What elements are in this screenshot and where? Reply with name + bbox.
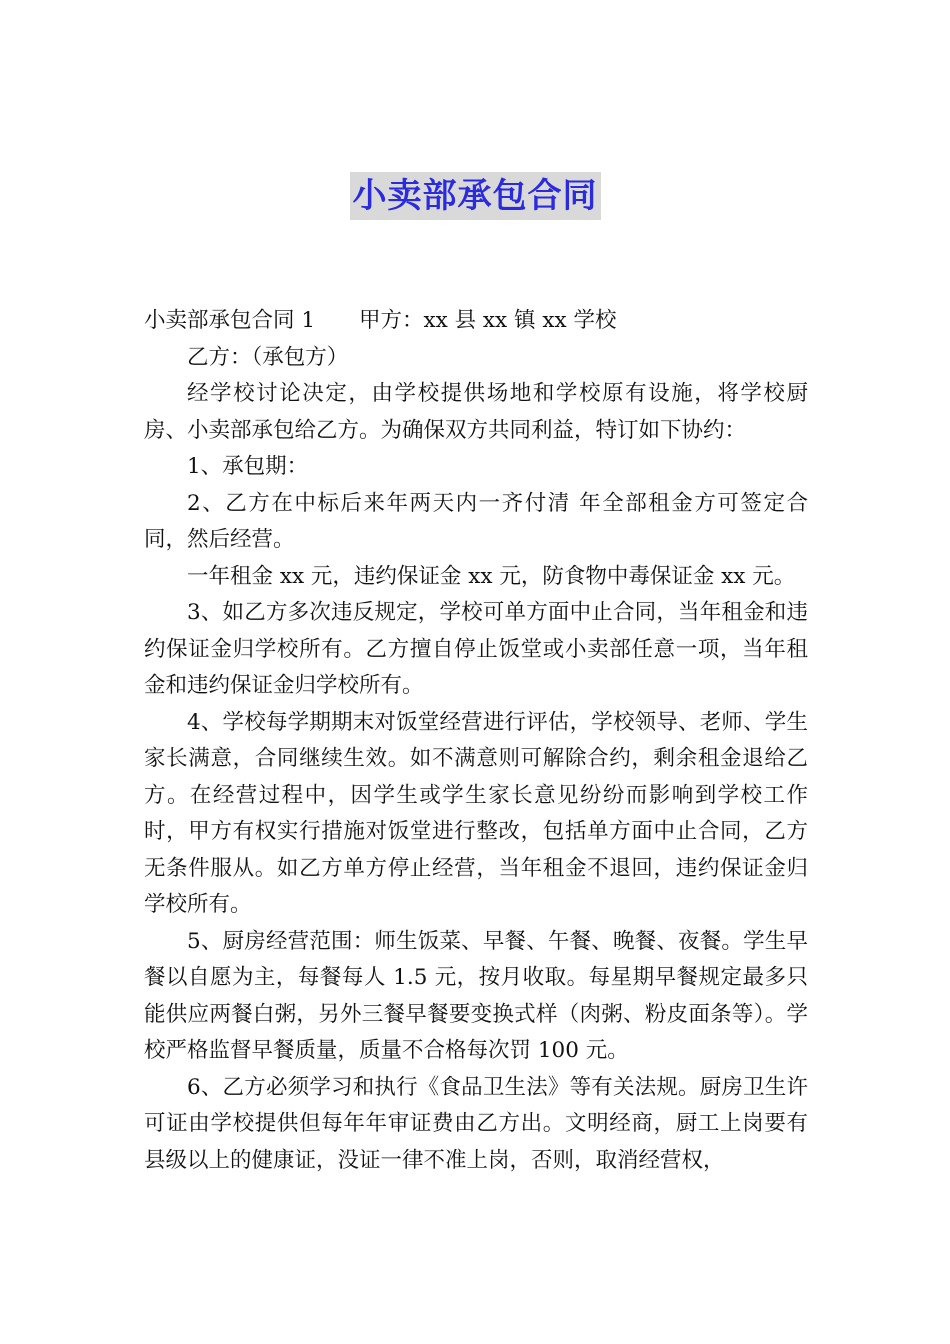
paragraph-rent: 一年租金 xx 元，违约保证金 xx 元，防食物中毒保证金 xx 元。: [187, 563, 796, 589]
document-body: [144, 303, 808, 1179]
document-title: 小卖部承包合同: [350, 172, 601, 220]
paragraph-clause-2: 2、乙方在中标后来年两天内一齐付清 年全部租金方可签定合同，然后经营。: [144, 490, 808, 552]
paragraph-party-b: 乙方：（承包方）: [187, 344, 349, 370]
paragraph-clause-4: 4、学校每学期期末对饭堂经营进行评估，学校领导、老师、学生家长满意，合同继续生效。如不满意则可解除合约，剩余租金退给乙方。在经营过程中，因学生或学生家长意见纷纷而影响到学校工作时，甲方有权实行措施对饭堂进行整改，包括单方面中止合同，乙方无条件服从。如乙方单方停止经营，当年租金不退回，违约保证金归学校所有。: [144, 709, 808, 917]
paragraph-clause-6: 6、乙方必须学习和执行《食品卫生法》等有关法规。厨房卫生许可证由学校提供但每年年审证费由乙方出。文明经商，厨工上岗要有县级以上的健康证，没证一律不准上岗，否则，取消经营权，: [144, 1074, 808, 1173]
header-label: 小卖部承包合同 1: [144, 308, 316, 333]
party-a-line: 甲方：xx 县 xx 镇 xx 学校: [359, 308, 617, 333]
paragraph-clause-5: 5、厨房经营范围：师生饭菜、早餐、午餐、晚餐、夜餐。学生早餐以自愿为主，每餐每人 1.5 元，按月收取。每星期早餐规定最多只能供应两餐白粥，另外三餐早餐要变换式样（肉粥、粉皮面条等）。学校严格监督早餐质量，质量不合格每次罚 100 元。: [144, 928, 808, 1063]
paragraph-intro: 经学校讨论决定，由学校提供场地和学校原有设施，将学校厨房、小卖部承包给乙方。为确保双方共同利益，特订如下协约：: [144, 381, 808, 443]
paragraph-clause-3: 3、如乙方多次违反规定，学校可单方面中止合同，当年租金和违约保证金归学校所有。乙方擅自停止饭堂或小卖部任意一项，当年租金和违约保证金归学校所有。: [144, 600, 808, 698]
paragraph-clause-1: 1、承包期：: [187, 454, 309, 479]
title-container: [0, 172, 950, 220]
header-line: [144, 303, 808, 340]
